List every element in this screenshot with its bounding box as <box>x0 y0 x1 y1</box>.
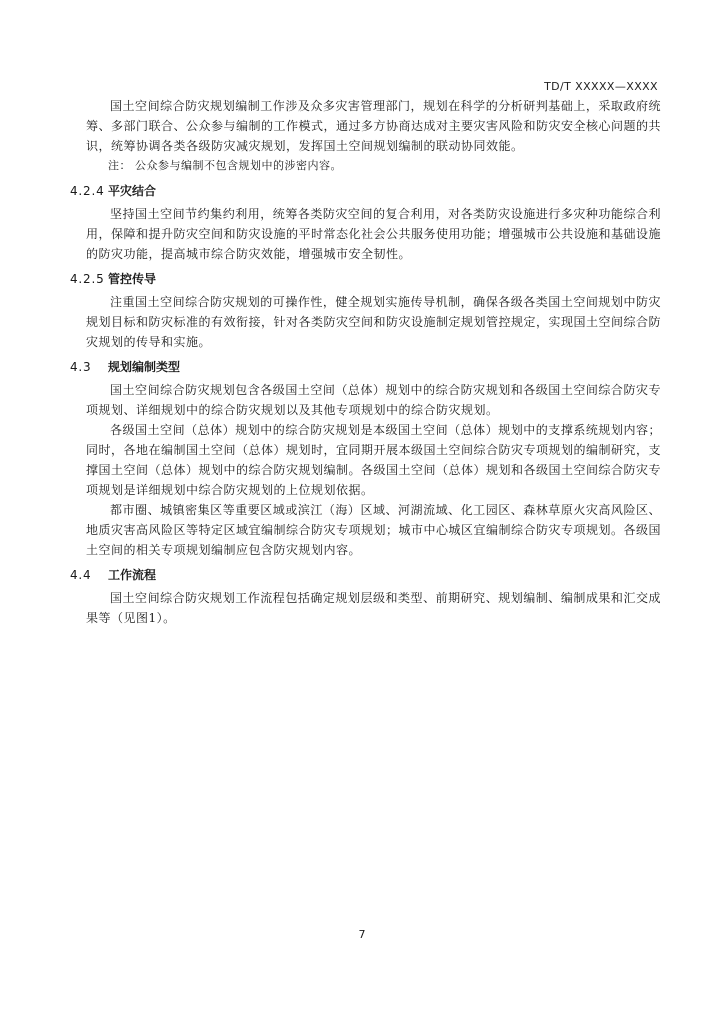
section-title: 平灾结合 <box>108 184 157 198</box>
paragraph: 注重国土空间综合防灾规划的可操作性，健全规划实施传导机制，确保各级各类国土空间规划中防灾规划目标和防灾标准的有效衔接，针对各类防灾空间和防灾设施制定规划管控规定，实现国土空间综合防灾规划的传导和实施。 <box>86 295 662 349</box>
page-number: 7 <box>358 928 366 941</box>
section-title: 工作流程 <box>108 568 157 582</box>
section-number: 4.2.4 <box>70 184 105 198</box>
section-heading-4-2-4 <box>70 182 661 200</box>
note: 注： 公众参与编制不包含规划中的涉密内容。 <box>108 159 342 172</box>
section-heading-4-4 <box>70 566 661 584</box>
section-heading-4-2-5 <box>70 270 661 288</box>
page-content <box>70 96 662 628</box>
section-title: 规划编制类型 <box>108 360 181 374</box>
paragraph: 国土空间综合防灾规划工作流程包括确定规划层级和类型、前期研究、规划编制、编制成果和汇交成果等（见图1）。 <box>86 591 661 625</box>
paragraph: 坚持国土空间节约集约利用，统筹各类防灾空间的复合利用，对各类防灾设施进行多灾种功能综合利用，保障和提升防灾空间和防灾设施的平时常态化社会公共服务使用功能；增强城市公共设施和基础设施的防灾功能，提高城市综合防灾效能，增强城市安全韧性。 <box>86 207 662 261</box>
section-title: 管控传导 <box>108 272 157 286</box>
section-heading-4-3 <box>70 358 661 376</box>
section-number: 4.4 <box>70 568 92 582</box>
paragraph: 国土空间综合防灾规划编制工作涉及众多灾害管理部门，规划在科学的分析研判基础上，采取政府统筹、多部门联合、公众参与编制的工作模式，通过多方协商达成对主要灾害风险和防灾安全核心问题的共识，统筹协调各类各级防灾减灾规划，发挥国土空间规划编制的联动协同效能。 <box>86 99 662 153</box>
paragraph: 国土空间综合防灾规划包含各级国土空间（总体）规划中的综合防灾规划和各级国土空间综合防灾专项规划、详细规划中的综合防灾规划以及其他专项规划中的综合防灾规划。 <box>86 383 661 417</box>
section-number: 4.3 <box>70 360 92 374</box>
paragraph: 各级国土空间（总体）规划中的综合防灾规划是本级国土空间（总体）规划中的支撑系统规划内容；同时，各地在编制国土空间（总体）规划时，宜同期开展本级国土空间综合防灾专项规划的编制研究，支撑国土空间（总体）规划中的综合防灾规划编制。各级国土空间（总体）规划和各级国土空间综合防灾专项规划是详细规划中综合防灾规划的上位规划依据。 <box>86 423 662 497</box>
paragraph: 都市圈、城镇密集区等重要区域或滨江（海）区域、河湖流域、化工园区、森林草原火灾高风险区、地质灾害高风险区等特定区域宜编制综合防灾专项规划；城市中心城区宜编制综合防灾专项规划。各级国土空间的相关专项规划编制应包含防灾规划内容。 <box>86 503 662 557</box>
document-code: TD/T XXXXX—XXXX <box>544 80 658 93</box>
section-number: 4.2.5 <box>70 272 105 286</box>
